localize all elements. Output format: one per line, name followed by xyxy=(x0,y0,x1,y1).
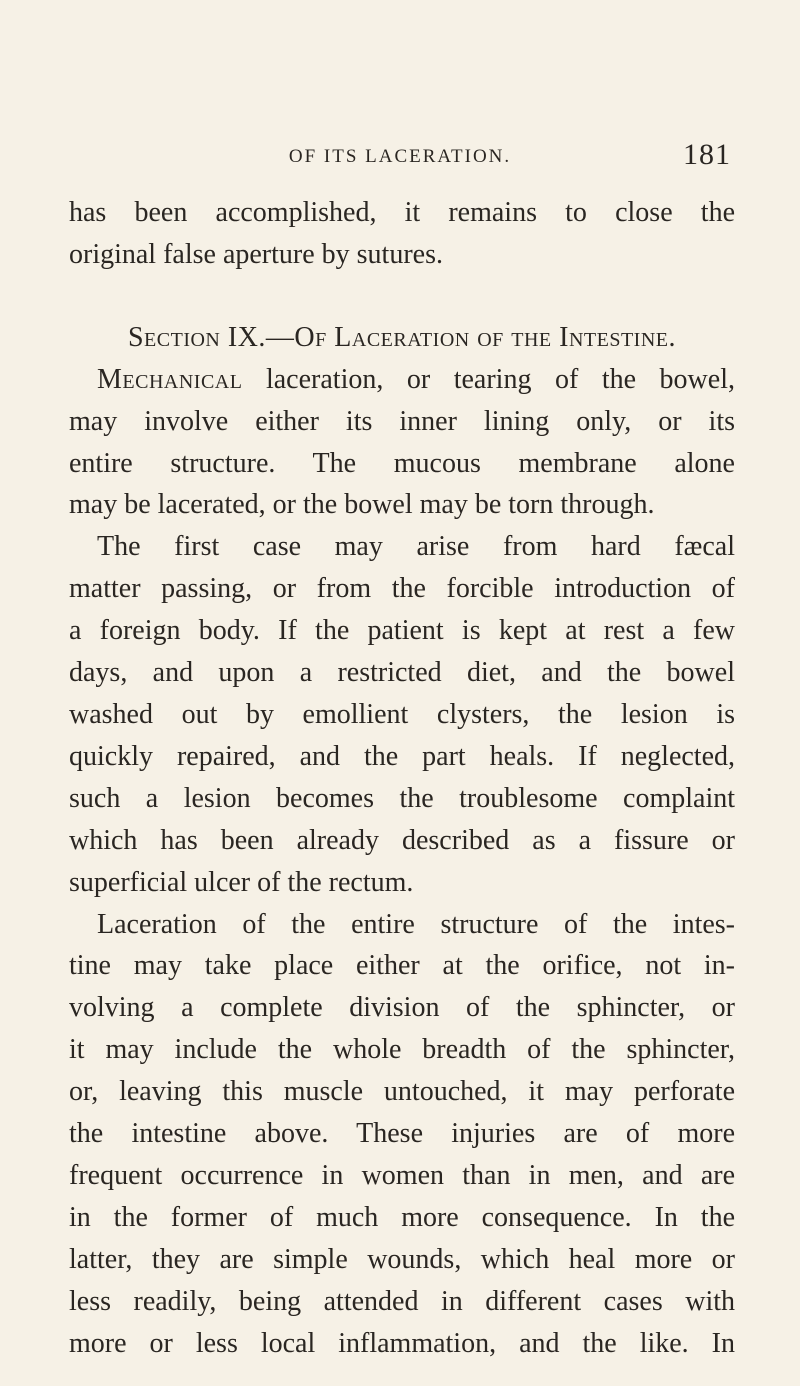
text-line: may involve either its inner lining only, or its xyxy=(69,405,735,437)
text-line: volving a complete division of the sphincter, or xyxy=(69,992,735,1024)
text-line: Laceration of the entire structure of the intes- xyxy=(97,908,735,940)
section-heading: Section IX.—Of Laceration of the Intestine. xyxy=(127,321,677,353)
running-head xyxy=(0,138,800,178)
running-title: OF ITS LACERATION. xyxy=(288,146,512,167)
text-line: latter, they are simple wounds, which heal more or xyxy=(69,1243,735,1275)
text-line: a foreign body. If the patient is kept at rest a few xyxy=(69,615,735,647)
text-line: such a lesion becomes the troublesome complaint xyxy=(69,782,735,814)
text-line: it may include the whole breadth of the sphincter, xyxy=(69,1034,735,1066)
text-line: matter passing, or from the forcible introduction of xyxy=(69,573,735,605)
text-line: has been accomplished, it remains to close the xyxy=(69,197,735,228)
text-line: or, leaving this muscle untouched, it may perforate xyxy=(69,1076,735,1108)
text-line: quickly repaired, and the part heals. If neglected, xyxy=(69,740,735,772)
text-line: washed out by emollient clysters, the lesion is xyxy=(69,698,735,730)
page-number: 181 xyxy=(683,138,731,171)
body-text xyxy=(69,192,735,1364)
text-line: tine may take place either at the orifice, not in- xyxy=(69,950,735,982)
text-line: more or less local inflammation, and the like. In xyxy=(69,1327,735,1359)
text-line: original false aperture by sutures. xyxy=(69,238,443,270)
text-line: days, and upon a restricted diet, and the bowel xyxy=(69,657,735,689)
text-line xyxy=(69,359,735,401)
text-line: less readily, being attended in different cases with xyxy=(69,1285,735,1317)
text-line: which has been already described as a fissure or xyxy=(69,824,735,856)
text-line: The first case may arise from hard fæcal xyxy=(97,531,735,563)
text-line: in the former of much more consequence. In the xyxy=(69,1201,735,1233)
text-line: entire structure. The mucous membrane alone xyxy=(69,447,735,479)
text-line: superficial ulcer of the rectum. xyxy=(69,866,414,898)
text-fragment: laceration, or tearing of the bowel, xyxy=(242,363,735,395)
text-line: may be lacerated, or the bowel may be torn through. xyxy=(69,489,655,521)
text-line: frequent occurrence in women than in men, and are xyxy=(69,1159,735,1191)
text-line: the intestine above. These injuries are of more xyxy=(69,1118,735,1150)
lead-word: Mechanical xyxy=(97,363,243,395)
